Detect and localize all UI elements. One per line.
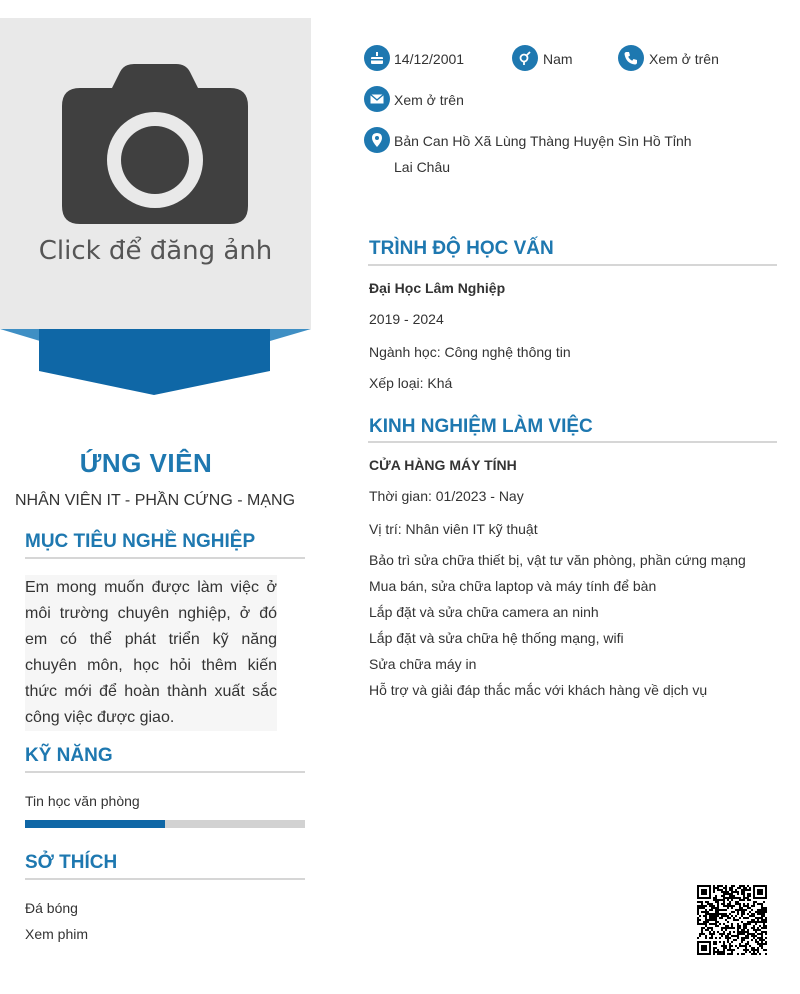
- phone-value: Xem ở trên: [649, 51, 719, 67]
- map-pin-icon: [364, 127, 390, 153]
- job-title: NHÂN VIÊN IT - PHẦN CỨNG - MẠNG: [14, 492, 296, 509]
- experience-duty: Lắp đặt và sửa chữa camera an ninh: [369, 604, 599, 620]
- candidate-name: ỨNG VIÊN: [79, 448, 213, 478]
- email-value: Xem ở trên: [394, 92, 464, 108]
- education-divider: [368, 264, 777, 266]
- hobby-item: Xem phim: [25, 926, 89, 942]
- camera-icon: [62, 64, 248, 226]
- experience-heading: KINH NGHIỆM LÀM VIỆC: [369, 416, 593, 437]
- gender-icon: [512, 45, 538, 71]
- experience-company: CỬA HÀNG MÁY TÍNH: [369, 457, 517, 473]
- objective-divider: [25, 557, 305, 559]
- objective-heading: MỤC TIÊU NGHỀ NGHIỆP: [25, 531, 256, 552]
- phone-icon: [618, 45, 644, 71]
- experience-divider: [368, 441, 777, 443]
- hobbies-heading: SỞ THÍCH: [25, 852, 118, 873]
- skill-level-fill: [25, 820, 165, 828]
- hobbies-divider: [25, 878, 305, 880]
- objective-text: Em mong muốn được làm việc ở môi trường chuyên nghiệp, ở đó em có thể phát triển kỹ năng chuyên môn, học hỏi thêm kiến thức mới để hoàn thành xuất sắc công việc được giao.: [25, 575, 277, 731]
- experience-position: Vị trí: Nhân viên IT kỹ thuật: [369, 521, 538, 537]
- birthday-cake-icon: [364, 45, 390, 71]
- skill-level-bar: [25, 820, 305, 828]
- address-value: Bản Can Hồ Xã Lùng Thàng Huyện Sìn Hồ Tỉnh Lai Châu: [394, 133, 692, 175]
- education-major: Ngành học: Công nghệ thông tin: [369, 344, 571, 360]
- experience-duty: Hỗ trợ và giải đáp thắc mắc với khách hàng về dịch vụ: [369, 682, 708, 698]
- experience-duty: Sửa chữa máy in: [369, 656, 477, 672]
- skills-divider: [25, 771, 305, 773]
- qr-code: [697, 885, 767, 955]
- ribbon-decoration: [0, 329, 311, 397]
- experience-duty: Lắp đặt và sửa chữa hệ thống mạng, wifi: [369, 630, 624, 646]
- experience-duty: Bảo trì sửa chữa thiết bị, vật tư văn phòng, phần cứng mạng: [369, 552, 746, 568]
- hobby-item: Đá bóng: [25, 900, 78, 916]
- skills-heading: KỸ NĂNG: [25, 745, 113, 766]
- photo-upload-area[interactable]: [0, 18, 311, 329]
- experience-duty: Mua bán, sửa chữa laptop và máy tính để bàn: [369, 578, 657, 594]
- gender-value: Nam: [543, 51, 573, 67]
- email-icon: [364, 86, 390, 112]
- education-grade: Xếp loại: Khá: [369, 375, 453, 391]
- education-period: 2019 - 2024: [369, 311, 444, 327]
- photo-upload-label: Click để đăng ảnh: [38, 236, 273, 266]
- education-heading: TRÌNH ĐỘ HỌC VẤN: [369, 238, 554, 259]
- experience-period: Thời gian: 01/2023 - Nay: [369, 488, 524, 504]
- birthday-value: 14/12/2001: [394, 51, 465, 67]
- skill-name: Tin học văn phòng: [25, 793, 140, 809]
- education-school: Đại Học Lâm Nghiệp: [369, 280, 506, 296]
